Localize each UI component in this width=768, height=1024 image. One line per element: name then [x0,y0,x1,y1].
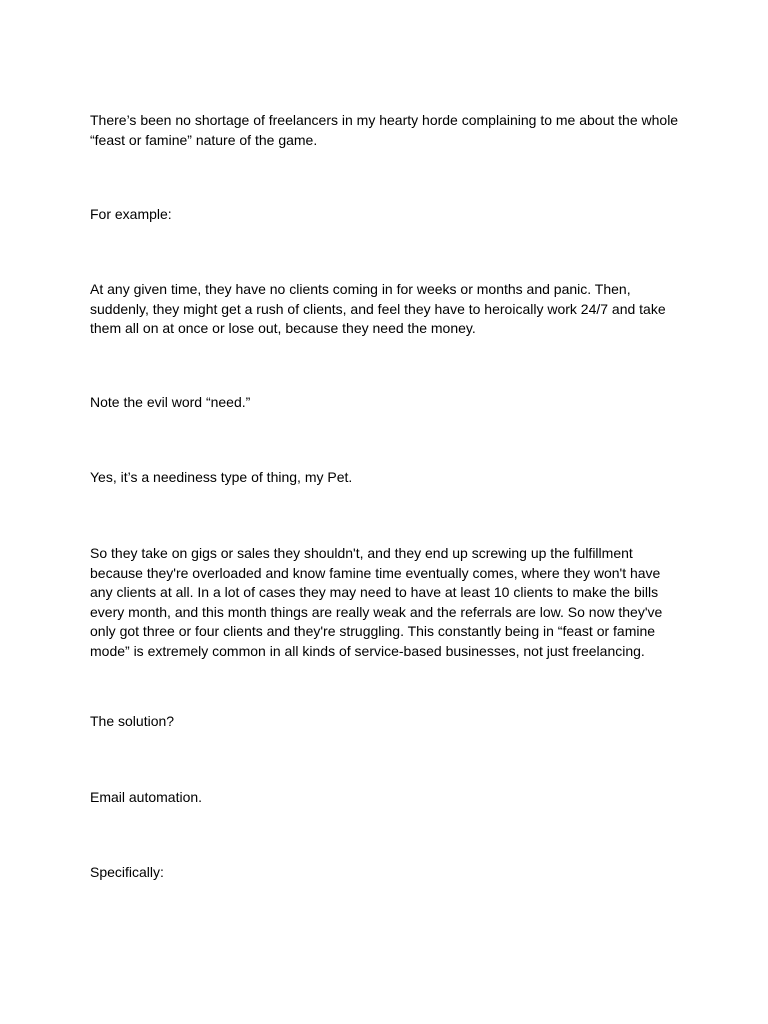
paragraph-neediness: Yes, it’s a neediness type of thing, my Pet. [90,469,353,485]
paragraph-evil-word: Note the evil word “need.” [90,394,251,410]
paragraph-for-example: For example: [90,206,172,222]
paragraph-overloaded: So they take on gigs or sales they shouldn't, and they end up screwing up the fulfillment because they're overloaded and know famine time eventually comes, where they won't have any clients at all. In a lot of cases they may need to have at least 10 clients to make the bills every month, and this month things are really weak and the referrals are low. So now they've only got three or four clients and they're struggling. This constantly being in “feast or famine mode” is extremely common in all kinds of service-based businesses, not just freelancing. [90,545,663,659]
paragraph-specifically: Specifically: [90,864,164,880]
paragraph-the-solution: The solution? [90,713,175,729]
paragraph-intro: There’s been no shortage of freelancers in my hearty horde complaining to me about the whole “feast or famine” nature of the game. [90,112,679,148]
paragraph-clients-panic: At any given time, they have no clients coming in for weeks or months and panic. Then, suddenly, they might get a rush of clients, and feel they have to heroically work 24/7 and take them all on at once or lose out, because they need the money. [90,281,666,336]
paragraph-email-automation: Email automation. [90,789,203,805]
